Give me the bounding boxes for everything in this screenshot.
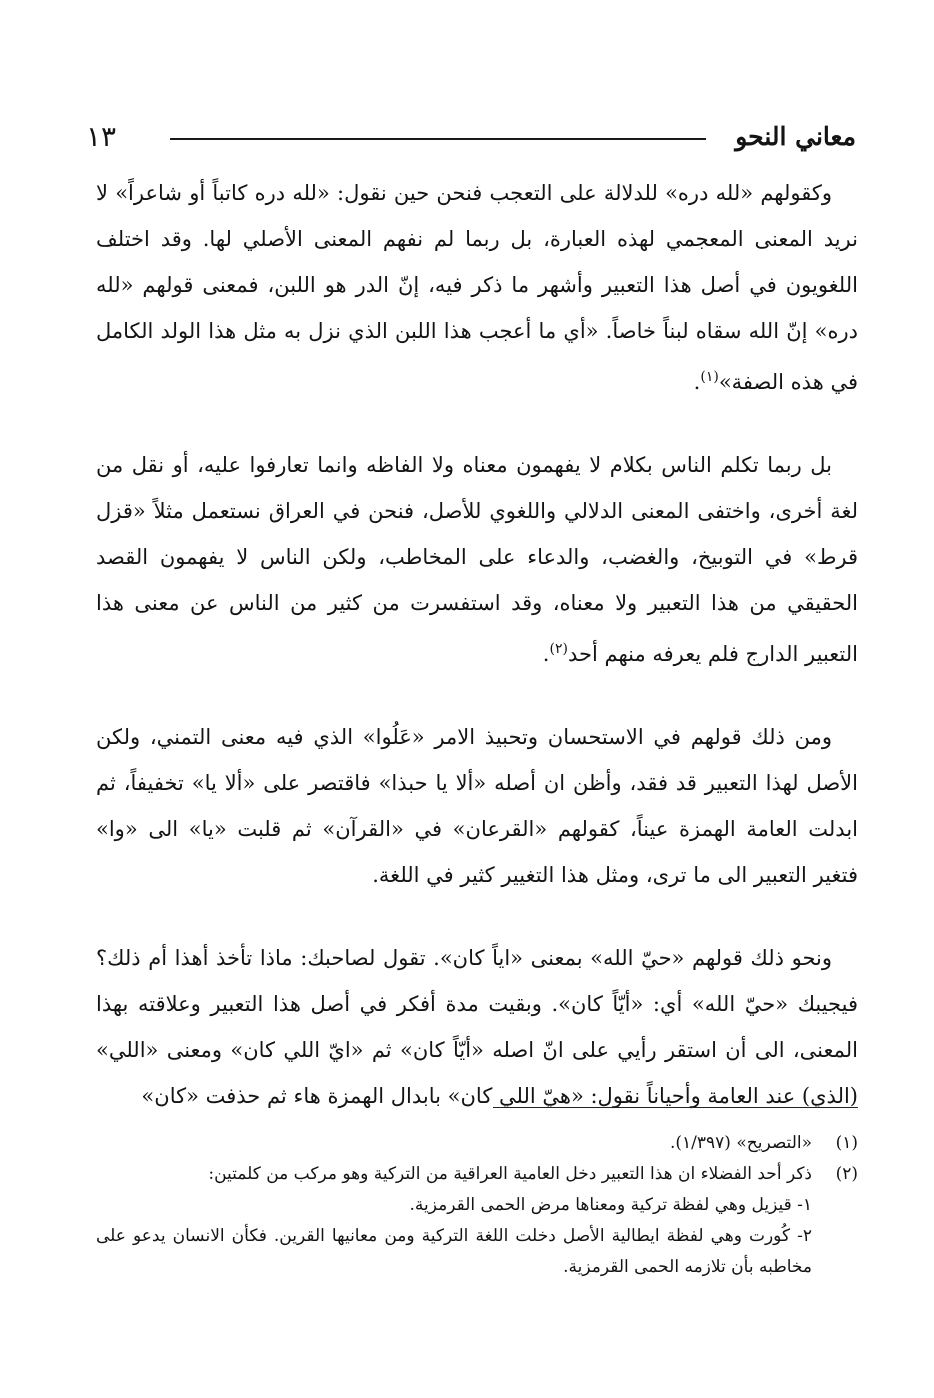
- page-header: [80, 118, 856, 158]
- main-text: [96, 170, 858, 1156]
- footnote-ref: (٢): [549, 641, 568, 657]
- footnote-number: (٢): [835, 1164, 858, 1184]
- footnote-ref: (١): [700, 369, 719, 385]
- footnote-text: «التصريح» (١/٣٩٧).: [669, 1133, 812, 1153]
- header-rule: [170, 138, 706, 140]
- paragraph: [96, 714, 858, 898]
- paragraph: [96, 170, 858, 405]
- footnote-subitem: ٢- كُورت وهي لفظة ايطالية الأصل دخلت اللغة التركية ومن معانيها القرين. فكأن الانسان يدعو على مخاطبه بأن تلازمه الحمى القرمزية.: [96, 1226, 812, 1277]
- paragraph: [96, 442, 858, 677]
- paragraph-tail: .: [693, 370, 701, 394]
- paragraph-text: ومن ذلك قولهم في الاستحسان وتحبيذ الامر «عَلُوا» الذي فيه معنى التمني، ولكن الأصل لهذا التعبير قد فقد، وأظن ان أصله «ألا يا حبذا» فاقتصر على «ألا يا» تخفيفاً، ثم ابدلت العامة الهمزة عيناً، كقولهم «القرعان» في «القرآن» ثم قلبت «يا» الى «وا» فتغير التعبير الى ما ترى، ومثل هذا التغيير كثير في اللغة.: [96, 725, 858, 887]
- footnote-subitem: ١- قيزيل وهي لفظة تركية ومعناها مرض الحمى القرمزية.: [409, 1195, 812, 1215]
- footnotes: [96, 1128, 858, 1283]
- footnote-number: (١): [835, 1133, 858, 1153]
- footnote: [96, 1128, 858, 1159]
- paragraph-tail: .: [542, 642, 550, 666]
- running-title: معاني النحو: [735, 122, 856, 151]
- footnote-text: ذكر أحد الفضلاء ان هذا التعبير دخل العامية العراقية من التركية وهو مركب من كلمتين:: [208, 1164, 812, 1184]
- paragraph-text: ونحو ذلك قولهم «حيّ الله» بمعنى «اياً كان». تقول لصاحبك: ماذا تأخذ أهذا أم ذلك؟ فيجيبك «حيّ الله» أي: «أيّاً كان». وبقيت مدة أفكر في أصل هذا التعبير وعلاقته بهذا المعنى، الى أن استقر رأيي على انّ اصله «أيّاً كان» ثم «ايّ اللي كان» ومعنى «اللي» (الذي) عند العامة وأحياناً نقول: «هيّ اللي كان» بابدال الهمزة هاء ثم حذفت «كان»: [96, 946, 858, 1108]
- footnote: [96, 1159, 858, 1190]
- footnote-separator: [493, 1107, 858, 1108]
- page-number: ١٣: [86, 120, 117, 153]
- paragraph: [96, 935, 858, 1119]
- paragraph-text: وكقولهم «لله دره» للدلالة على التعجب فنحن حين نقول: «لله دره كاتباً أو شاعراً» لا نريد المعنى المعجمي لهذه العبارة، بل ربما لم نفهم المعنى الأصلي لها. وقد اختلف اللغويون في أصل هذا التعبير وأشهر ما ذكر فيه، إنّ الدر هو اللبن، فمعنى قولهم «لله دره» إنّ الله سقاه لبناً خاصاً. «أي ما أعجب هذا اللبن الذي نزل به مثل هذا الولد الكامل في هذه الصفة»: [96, 181, 858, 394]
- paragraph-text: بل ربما تكلم الناس بكلام لا يفهمون معناه ولا الفاظه وانما تعارفوا عليه، أو نقل من لغة أخرى، واختفى المعنى الدلالي واللغوي للأصل، فنحن في العراق نستعمل مثلاً «قزل قرط» في التوبيخ، والغضب، والدعاء على المخاطب، ولكن الناس لا يفهمون القصد الحقيقي من هذا التعبير ولا معناه، وقد استفسرت من كثير من الناس عن معنى هذا التعبير الدارج فلم يعرفه منهم أحد: [96, 453, 858, 666]
